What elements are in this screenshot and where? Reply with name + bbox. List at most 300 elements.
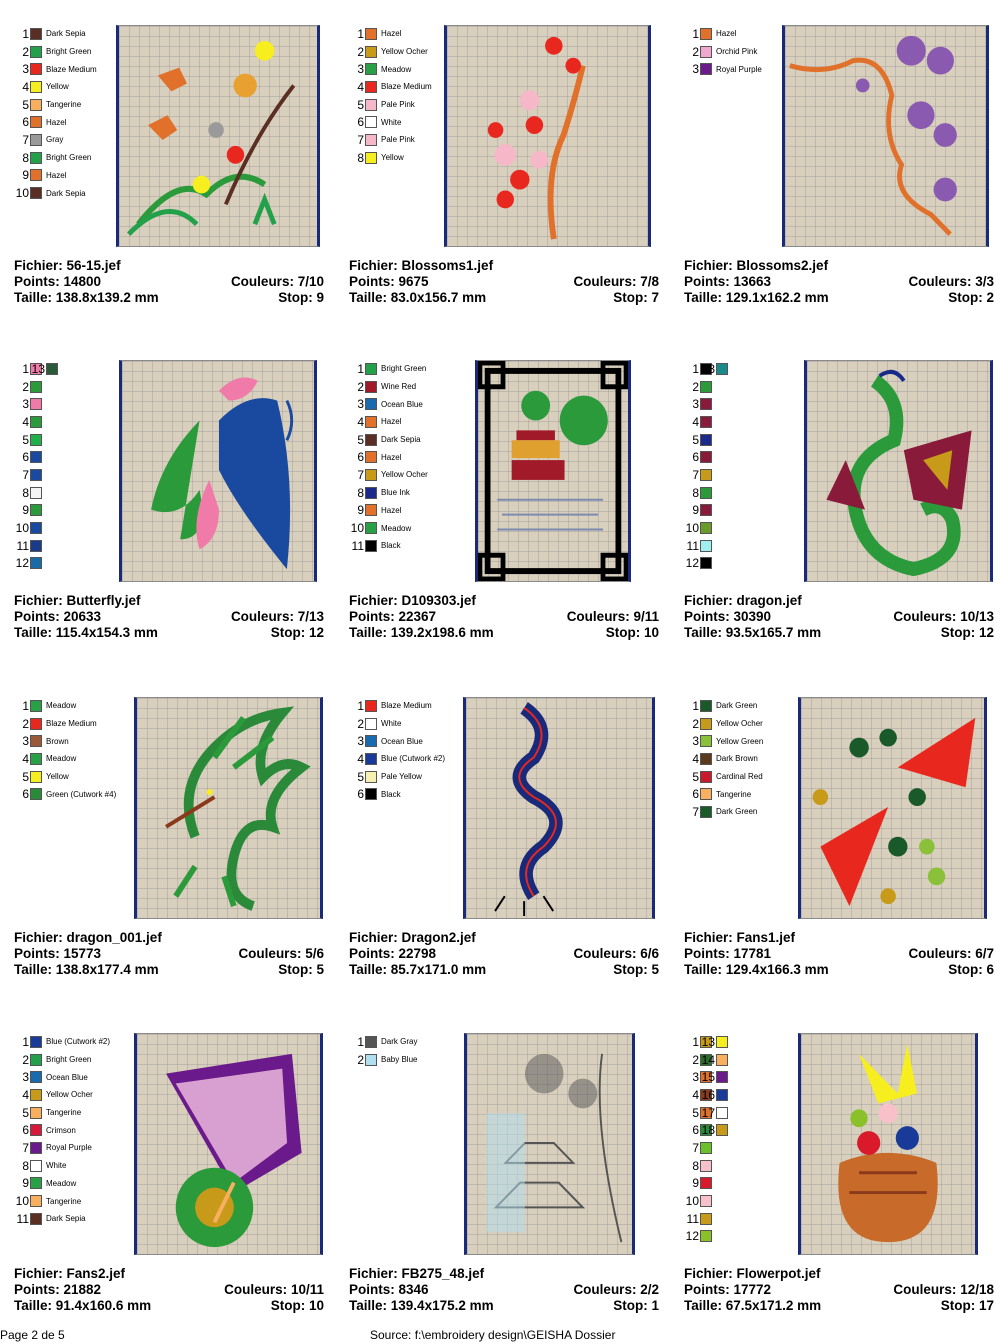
- colors-label: Couleurs:: [893, 1282, 957, 1297]
- thread-color-swatch: [30, 557, 42, 569]
- thread-color-swatch: [716, 1054, 728, 1066]
- thread-color-row: [684, 732, 794, 750]
- thread-color-row: [684, 502, 794, 520]
- thread-color-row: [700, 1051, 728, 1069]
- thread-color-row: [14, 1104, 124, 1122]
- thread-color-name: Yellow: [46, 772, 69, 782]
- thread-number: 1: [22, 1034, 29, 1049]
- thread-color-row: [684, 785, 794, 803]
- size-label: Taille:: [349, 962, 388, 977]
- thread-color-row: [14, 378, 124, 396]
- thread-color-row: [684, 750, 794, 768]
- thread-color-swatch: [30, 99, 42, 111]
- thread-number: 2: [692, 1052, 699, 1067]
- stitch-points: 17781: [733, 946, 772, 961]
- thread-color-swatch: [365, 134, 377, 146]
- thread-color-swatch: [700, 771, 712, 783]
- source-path: Source: f:\embroidery design\GEISHA Dossier: [370, 1328, 616, 1342]
- thread-color-swatch: [716, 363, 728, 375]
- stop-count: 1: [651, 1298, 659, 1313]
- thread-number: 1: [692, 1034, 699, 1049]
- thread-color-name: Dark Gray: [381, 1037, 418, 1047]
- thread-color-swatch: [716, 1089, 728, 1101]
- thread-number: 6: [692, 787, 699, 802]
- thread-color-row: [14, 96, 124, 114]
- colors-label: Couleurs:: [238, 946, 302, 961]
- thread-color-swatch: [365, 28, 377, 40]
- thread-color-name: Meadow: [46, 754, 77, 764]
- thread-number: 5: [357, 432, 364, 447]
- thread-color-row: [14, 466, 124, 484]
- design-card: [684, 25, 1002, 325]
- stop-label: Stop:: [940, 625, 976, 640]
- thread-number: 9: [22, 503, 29, 518]
- thread-color-swatch: [700, 1213, 712, 1225]
- thread-number: 8: [692, 485, 699, 500]
- thread-color-swatch: [30, 134, 42, 146]
- thread-color-row: [684, 43, 794, 61]
- thread-number: 15: [701, 1070, 715, 1085]
- thread-number: 4: [357, 79, 364, 94]
- embroidery-preview: [444, 25, 651, 247]
- color-count: 7/13: [297, 609, 324, 624]
- thread-color-name: White: [46, 1161, 67, 1171]
- thread-color-swatch: [30, 700, 42, 712]
- thread-number: 6: [357, 450, 364, 465]
- thread-color-list: [14, 25, 124, 202]
- thread-color-swatch: [365, 504, 377, 516]
- thread-color-swatch: [700, 398, 712, 410]
- thread-number: 2: [22, 1052, 29, 1067]
- stop-label: Stop:: [613, 962, 648, 977]
- thread-color-row: [684, 413, 794, 431]
- file-label: Fichier:: [14, 258, 63, 273]
- thread-number: 7: [22, 132, 29, 147]
- thread-color-name: Yellow Ocher: [381, 470, 428, 480]
- embroidery-preview: [798, 1033, 978, 1255]
- thread-number: 12: [685, 1229, 699, 1244]
- thread-color-swatch: [700, 63, 712, 75]
- thread-color-row: [684, 448, 794, 466]
- file-name: Dragon2.jef: [401, 930, 476, 945]
- thread-color-row: [14, 25, 124, 43]
- thread-color-swatch: [365, 363, 377, 375]
- thread-color-swatch: [365, 63, 377, 75]
- thread-color-row: [14, 1210, 124, 1228]
- thread-number: 16: [701, 1087, 715, 1102]
- thread-color-row: [14, 43, 124, 61]
- thread-color-swatch: [716, 1036, 728, 1048]
- thread-color-swatch: [700, 788, 712, 800]
- thread-number: 5: [22, 97, 29, 112]
- thread-color-row: [349, 484, 459, 502]
- thread-color-row: [700, 1086, 728, 1104]
- stop-count: 5: [316, 962, 324, 977]
- thread-color-name: Dark Green: [716, 701, 758, 711]
- thread-color-swatch: [365, 46, 377, 58]
- thread-color-swatch: [30, 1107, 42, 1119]
- thread-color-row: [349, 1051, 459, 1069]
- thread-color-row: [14, 149, 124, 167]
- thread-color-name: Meadow: [46, 1178, 77, 1188]
- thread-color-row: [684, 768, 794, 786]
- thread-color-row: [700, 360, 728, 378]
- thread-color-row: [349, 697, 459, 715]
- thread-color-name: Ocean Blue: [381, 399, 423, 409]
- design-card: [684, 1033, 1002, 1333]
- thread-color-name: Pale Pink: [381, 135, 415, 145]
- thread-color-name: Crimson: [46, 1125, 76, 1135]
- thread-number: 3: [357, 397, 364, 412]
- thread-number: 2: [22, 716, 29, 731]
- file-name: dragon_001.jef: [66, 930, 162, 945]
- stop-label: Stop:: [613, 1298, 648, 1313]
- thread-color-name: Hazel: [381, 29, 402, 39]
- color-count: 6/6: [640, 946, 659, 961]
- thread-color-name: Ocean Blue: [46, 1072, 88, 1082]
- thread-number: 6: [22, 115, 29, 130]
- thread-color-name: Hazel: [46, 170, 67, 180]
- design-size: 85.7x171.0 mm: [390, 962, 487, 977]
- stitch-points: 21882: [63, 1282, 102, 1297]
- thread-number: 13: [701, 1034, 715, 1049]
- thread-color-swatch: [46, 363, 58, 375]
- thread-color-row: [700, 1033, 728, 1051]
- thread-color-swatch: [30, 735, 42, 747]
- thread-color-row: [684, 60, 794, 78]
- thread-color-row: [700, 1121, 728, 1139]
- thread-number: 3: [22, 397, 29, 412]
- thread-number: 1: [357, 361, 364, 376]
- thread-color-swatch: [700, 540, 712, 552]
- file-label: Fichier:: [349, 930, 398, 945]
- thread-number: 4: [357, 414, 364, 429]
- stitch-points: 30390: [733, 609, 772, 624]
- embroidery-preview: [134, 1033, 323, 1255]
- stitch-points: 14800: [63, 274, 102, 289]
- thread-color-swatch: [30, 788, 42, 800]
- thread-color-row: [700, 1104, 728, 1122]
- thread-color-swatch: [30, 1089, 42, 1101]
- thread-color-swatch: [30, 522, 42, 534]
- thread-color-swatch: [30, 81, 42, 93]
- thread-color-name: Pale Yellow: [381, 772, 422, 782]
- thread-color-swatch: [365, 398, 377, 410]
- design-info: [14, 258, 324, 306]
- thread-color-swatch: [30, 1036, 42, 1048]
- thread-color-swatch: [30, 169, 42, 181]
- thread-color-name: Black: [381, 789, 401, 799]
- design-info: [14, 593, 324, 641]
- color-count: 5/6: [305, 946, 324, 961]
- thread-color-swatch: [30, 398, 42, 410]
- file-label: Fichier:: [684, 930, 733, 945]
- thread-number: 7: [22, 467, 29, 482]
- thread-color-list: [349, 360, 459, 555]
- points-label: Points:: [349, 609, 395, 624]
- thread-number: 13: [701, 361, 715, 376]
- embroidery-preview: [804, 360, 993, 582]
- thread-number: 6: [357, 115, 364, 130]
- stop-label: Stop:: [613, 290, 648, 305]
- thread-number: 5: [22, 769, 29, 784]
- thread-color-name: Cardinal Red: [716, 772, 763, 782]
- thread-color-name: Hazel: [46, 117, 67, 127]
- stop-count: 6: [986, 962, 994, 977]
- thread-number: 6: [692, 1123, 699, 1138]
- thread-color-row: [349, 360, 459, 378]
- thread-number: 3: [692, 734, 699, 749]
- thread-color-list: [14, 697, 124, 803]
- thread-number: 1: [357, 698, 364, 713]
- thread-color-swatch: [30, 504, 42, 516]
- thread-color-row: [14, 1086, 124, 1104]
- thread-color-swatch: [700, 487, 712, 499]
- thread-color-list: [349, 25, 459, 167]
- thread-color-name: Tangerine: [46, 1196, 82, 1206]
- points-label: Points:: [14, 609, 60, 624]
- thread-color-name: Dark Sepia: [381, 435, 421, 445]
- thread-color-name: Yellow Ocher: [46, 1090, 93, 1100]
- thread-color-row: [349, 750, 459, 768]
- thread-number: 3: [22, 734, 29, 749]
- thread-color-row: [684, 1139, 794, 1157]
- thread-color-swatch: [700, 1230, 712, 1242]
- stitch-points: 9675: [398, 274, 429, 289]
- thread-number: 4: [692, 1087, 699, 1102]
- file-name: dragon.jef: [736, 593, 802, 608]
- thread-color-swatch: [700, 469, 712, 481]
- design-card: [349, 360, 667, 660]
- design-card: [349, 25, 667, 325]
- thread-color-swatch: [30, 1177, 42, 1189]
- thread-color-name: Yellow Ocher: [381, 47, 428, 57]
- thread-color-row: [684, 431, 794, 449]
- thread-color-row: [349, 1033, 459, 1051]
- file-label: Fichier:: [14, 1266, 63, 1281]
- thread-color-name: Dark Sepia: [46, 29, 86, 39]
- thread-color-swatch: [365, 771, 377, 783]
- thread-number: 2: [692, 379, 699, 394]
- thread-color-swatch: [700, 1177, 712, 1189]
- file-label: Fichier:: [349, 593, 398, 608]
- thread-color-swatch: [30, 28, 42, 40]
- colors-label: Couleurs:: [230, 274, 294, 289]
- thread-number: 3: [692, 397, 699, 412]
- thread-color-row: [684, 1228, 794, 1246]
- thread-color-swatch: [700, 381, 712, 393]
- thread-color-row: [349, 113, 459, 131]
- design-size: 115.4x154.3 mm: [55, 625, 158, 640]
- thread-color-swatch: [365, 700, 377, 712]
- thread-color-swatch: [30, 540, 42, 552]
- thread-color-row: [14, 1051, 124, 1069]
- thread-number: 13: [31, 361, 45, 376]
- thread-color-swatch: [30, 1195, 42, 1207]
- thread-number: 8: [692, 1158, 699, 1173]
- colors-label: Couleurs:: [573, 1282, 637, 1297]
- thread-color-row: [349, 768, 459, 786]
- thread-color-swatch: [30, 381, 42, 393]
- thread-color-swatch: [700, 718, 712, 730]
- colors-label: Couleurs:: [230, 609, 294, 624]
- thread-color-swatch: [365, 540, 377, 552]
- thread-number: 4: [692, 414, 699, 429]
- colors-label: Couleurs:: [893, 609, 957, 624]
- thread-color-row: [684, 537, 794, 555]
- thread-color-swatch: [700, 806, 712, 818]
- thread-color-name: White: [381, 719, 402, 729]
- design-info: [684, 1266, 994, 1314]
- design-size: 138.8x177.4 mm: [55, 962, 159, 977]
- thread-color-row: [349, 413, 459, 431]
- stop-count: 10: [308, 1298, 324, 1313]
- thread-number: 10: [15, 186, 29, 201]
- thread-color-swatch: [30, 116, 42, 128]
- thread-color-swatch: [700, 1160, 712, 1172]
- thread-color-row: [349, 715, 459, 733]
- thread-number: 4: [22, 1087, 29, 1102]
- thread-color-name: Tangerine: [46, 1108, 82, 1118]
- points-label: Points:: [684, 609, 730, 624]
- design-card: [14, 25, 332, 325]
- stitch-points: 8346: [398, 1282, 429, 1297]
- size-label: Taille:: [349, 625, 388, 640]
- thread-color-row: [14, 448, 124, 466]
- points-label: Points:: [349, 1282, 395, 1297]
- thread-number: 1: [22, 698, 29, 713]
- thread-color-row: [14, 1192, 124, 1210]
- colors-label: Couleurs:: [224, 1282, 288, 1297]
- thread-color-row: [349, 537, 459, 555]
- thread-number: 2: [357, 1052, 364, 1067]
- size-label: Taille:: [14, 1298, 53, 1313]
- colors-label: Couleurs:: [566, 609, 630, 624]
- design-info: [684, 593, 994, 641]
- thread-color-row: [349, 785, 459, 803]
- thread-number: 5: [22, 1105, 29, 1120]
- thread-number: 4: [357, 751, 364, 766]
- thread-color-swatch: [700, 1195, 712, 1207]
- thread-color-swatch: [716, 1071, 728, 1083]
- stitch-points: 17772: [733, 1282, 772, 1297]
- thread-color-swatch: [30, 1054, 42, 1066]
- thread-color-row: [349, 60, 459, 78]
- thread-color-swatch: [700, 522, 712, 534]
- thread-number: 3: [357, 734, 364, 749]
- thread-color-row: [14, 750, 124, 768]
- stop-count: 12: [978, 625, 994, 640]
- thread-number: 9: [357, 503, 364, 518]
- thread-color-swatch: [30, 451, 42, 463]
- thread-number: 12: [15, 556, 29, 571]
- thread-color-row: [684, 697, 794, 715]
- size-label: Taille:: [684, 1298, 723, 1313]
- thread-number: 10: [685, 1194, 699, 1209]
- size-label: Taille:: [684, 962, 723, 977]
- thread-number: 2: [22, 44, 29, 59]
- thread-color-name: Meadow: [381, 64, 412, 74]
- color-count: 7/10: [297, 274, 324, 289]
- thread-color-swatch: [365, 81, 377, 93]
- points-label: Points:: [14, 274, 60, 289]
- thread-number: 3: [357, 62, 364, 77]
- thread-number: 5: [692, 769, 699, 784]
- thread-color-name: White: [381, 117, 402, 127]
- points-label: Points:: [684, 946, 730, 961]
- thread-color-row: [14, 184, 124, 202]
- thread-color-row: [684, 715, 794, 733]
- thread-number: 5: [22, 432, 29, 447]
- thread-number: 12: [685, 556, 699, 571]
- thread-color-name: Blue Ink: [381, 488, 410, 498]
- thread-color-name: Bright Green: [46, 153, 92, 163]
- colors-label: Couleurs:: [573, 946, 637, 961]
- thread-color-swatch: [30, 46, 42, 58]
- embroidery-preview: [464, 1033, 635, 1255]
- thread-number: 10: [15, 521, 29, 536]
- colors-label: Couleurs:: [573, 274, 637, 289]
- thread-color-swatch: [30, 771, 42, 783]
- file-name: Blossoms1.jef: [401, 258, 494, 273]
- thread-color-swatch: [700, 700, 712, 712]
- thread-color-list: [684, 25, 794, 78]
- file-name: 56-15.jef: [66, 258, 121, 273]
- thread-number: 4: [22, 751, 29, 766]
- thread-color-name: Yellow Ocher: [716, 719, 763, 729]
- thread-number: 7: [357, 132, 364, 147]
- thread-color-row: [684, 378, 794, 396]
- thread-color-name: Yellow: [46, 82, 69, 92]
- thread-number: 7: [357, 467, 364, 482]
- thread-color-row: [14, 1175, 124, 1193]
- file-label: Fichier:: [349, 1266, 398, 1281]
- thread-color-swatch: [365, 381, 377, 393]
- thread-color-name: Tangerine: [716, 789, 752, 799]
- thread-color-name: Black: [381, 541, 401, 551]
- stop-count: 7: [651, 290, 659, 305]
- thread-color-list: [14, 360, 124, 572]
- thread-number: 6: [357, 787, 364, 802]
- file-label: Fichier:: [684, 1266, 733, 1281]
- stop-count: 10: [643, 625, 659, 640]
- thread-number: 3: [692, 62, 699, 77]
- thread-color-list: [684, 360, 794, 572]
- thread-color-swatch: [30, 1160, 42, 1172]
- thread-number: 7: [692, 1140, 699, 1155]
- design-info: [684, 930, 994, 978]
- thread-number: 7: [692, 804, 699, 819]
- colors-label: Couleurs:: [908, 274, 972, 289]
- design-card: [14, 1033, 332, 1333]
- thread-number: 5: [357, 97, 364, 112]
- thread-number: 14: [701, 1052, 715, 1067]
- thread-color-swatch: [30, 434, 42, 446]
- points-label: Points:: [684, 1282, 730, 1297]
- thread-color-swatch: [365, 469, 377, 481]
- thread-color-row: [14, 1139, 124, 1157]
- thread-color-swatch: [365, 1036, 377, 1048]
- thread-color-swatch: [30, 1071, 42, 1083]
- thread-color-swatch: [700, 451, 712, 463]
- thread-color-swatch: [716, 1107, 728, 1119]
- thread-number: 1: [22, 361, 29, 376]
- file-label: Fichier:: [684, 258, 733, 273]
- thread-color-name: Bright Green: [46, 47, 92, 57]
- thread-color-swatch: [700, 753, 712, 765]
- thread-number: 10: [15, 1194, 29, 1209]
- thread-color-row: [14, 1068, 124, 1086]
